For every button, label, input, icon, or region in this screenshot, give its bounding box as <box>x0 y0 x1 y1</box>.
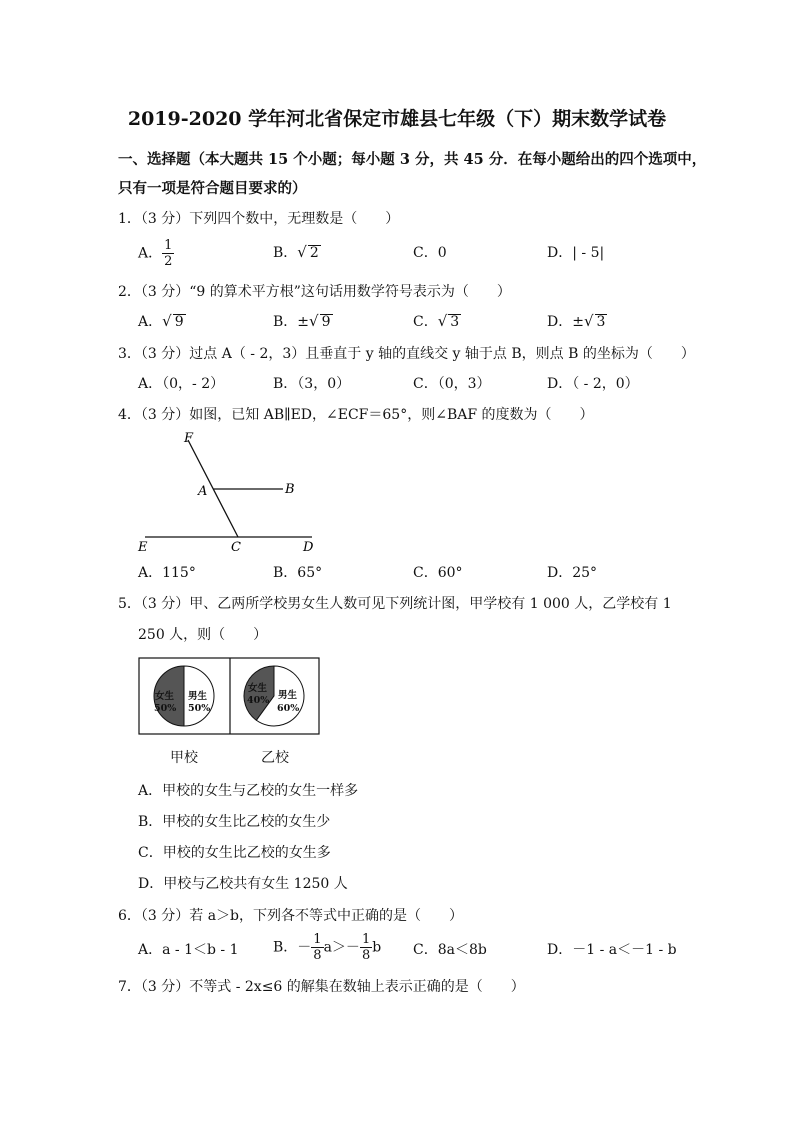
q1-option-a[interactable] <box>138 238 174 269</box>
pie1-caption: 甲校 <box>170 750 198 766</box>
option-label: C． <box>413 314 438 330</box>
q1-option-b[interactable] <box>273 242 321 262</box>
point-label-b: B <box>285 482 295 497</box>
pie1-girl-label: 女生 <box>155 691 175 702</box>
radicand: 9 <box>174 314 184 330</box>
fraction-numerator: 1 <box>164 238 173 253</box>
q2-option-d[interactable] <box>547 311 607 331</box>
radicand: 3 <box>450 314 460 330</box>
radical-icon: √ <box>583 312 594 330</box>
fraction-numerator: 1 <box>361 932 371 947</box>
radicand: 3 <box>596 314 606 330</box>
q4-option-a[interactable]: A．115° <box>138 565 196 581</box>
q6-option-b[interactable] <box>273 932 381 963</box>
option-text: a＞－ <box>323 939 360 956</box>
option-label: D．± <box>547 314 584 330</box>
q3-option-a[interactable]: A．（0，- 2） <box>138 376 225 392</box>
q5-option-a[interactable]: A．甲校的女生与乙校的女生一样多 <box>138 783 359 799</box>
q4-option-c[interactable]: C．60° <box>413 565 463 581</box>
fraction-numerator: 1 <box>313 932 322 947</box>
radicand: 9 <box>321 314 331 330</box>
point-label-c: C <box>231 540 241 555</box>
pie1-girl-pct: 50% <box>154 703 177 714</box>
option-label: B． <box>273 245 298 261</box>
q3-option-d[interactable]: D．（ - 2，0） <box>547 376 639 392</box>
q5-stem-line1: 5．（3 分）甲、乙两所学校男女生人数可见下列统计图，甲学校有 1 000 人，乙学校有 1 <box>118 596 672 612</box>
section-heading-line1: 一、选择题（本大题共 15 个小题；每小题 3 分，共 45 分．在每小题给出的四个选项中， <box>118 151 707 168</box>
q5-stem-line2: 250 人，则（ ） <box>138 627 268 643</box>
q4-option-d[interactable]: D．25° <box>547 565 598 581</box>
radical-icon: √ <box>162 312 172 330</box>
option-label: A． <box>138 314 163 330</box>
pie2-boy-label: 男生 <box>278 690 298 701</box>
q4-option-b[interactable]: B．65° <box>273 565 323 581</box>
q7-stem: 7．（3 分）不等式 - 2x≤6 的解集在数轴上表示正确的是（ ） <box>118 979 525 995</box>
fraction <box>311 932 323 963</box>
option-text: b <box>372 939 382 956</box>
q6-option-a[interactable]: A．a - 1＜b - 1 <box>138 942 239 958</box>
option-label: A． <box>138 245 163 262</box>
pie2-caption: 乙校 <box>261 750 289 766</box>
option-label: B．－ <box>273 939 312 956</box>
radical-icon: √ <box>309 312 319 330</box>
option-label: B．± <box>273 314 310 330</box>
q6-option-c[interactable]: C．8a＜8b <box>413 942 487 958</box>
q1-option-d[interactable]: D．| - 5| <box>547 245 605 261</box>
radical-icon: √ <box>437 312 448 330</box>
pie2-girl-label: 女生 <box>248 683 268 694</box>
q6-option-d[interactable]: D．－1 - a＜－1 - b <box>547 942 677 958</box>
q5-option-c[interactable]: C．甲校的女生比乙校的女生多 <box>138 845 331 861</box>
fraction <box>360 932 372 963</box>
pie-charts-figure <box>138 657 320 735</box>
pie1-boy-label: 男生 <box>188 691 208 702</box>
q2-stem: 2．（3 分）“9 的算术平方根”这句话用数学符号表示为（ ） <box>118 284 511 300</box>
q3-option-b[interactable]: B．（3，0） <box>273 376 351 392</box>
q5-option-b[interactable]: B．甲校的女生比乙校的女生少 <box>138 814 331 830</box>
q3-stem: 3．（3 分）过点 A（ - 2，3）且垂直于 y 轴的直线交 y 轴于点 B，则点 B 的坐标为（ ） <box>118 346 695 362</box>
pie2-girl-pct: 40% <box>247 695 270 706</box>
pie1-boy-pct: 50% <box>188 703 211 714</box>
q2-option-a[interactable] <box>138 311 186 331</box>
radical-icon: √ <box>297 243 307 261</box>
point-label-f: F <box>184 431 194 446</box>
q1-option-c[interactable]: C．0 <box>413 245 447 261</box>
q2-option-b[interactable] <box>273 311 333 331</box>
fraction <box>162 238 174 269</box>
q3-option-c[interactable]: C．（0，3） <box>413 376 491 392</box>
q6-stem: 6．（3 分）若 a＞b，下列各不等式中正确的是（ ） <box>118 908 464 924</box>
fraction-denominator: 8 <box>361 948 371 963</box>
point-label-d: D <box>303 540 314 555</box>
q5-option-d[interactable]: D．甲校与乙校共有女生 1250 人 <box>138 876 348 892</box>
fraction-denominator: 2 <box>164 254 173 269</box>
section-heading-line2: 只有一项是符合题目要求的） <box>118 180 307 197</box>
exam-title: 2019-2020 学年河北省保定市雄县七年级（下）期末数学试卷 <box>127 108 667 130</box>
point-label-e: E <box>138 540 148 555</box>
q4-stem: 4．（3 分）如图，已知 AB∥ED，∠ECF＝65°，则∠BAF 的度数为（ ） <box>118 407 594 423</box>
radicand: 2 <box>309 245 319 261</box>
fraction-denominator: 8 <box>313 948 322 963</box>
parallel-lines-figure <box>130 428 330 556</box>
q2-option-c[interactable] <box>413 311 461 331</box>
q1-stem: 1．（3 分）下列四个数中，无理数是（ ） <box>118 211 400 227</box>
point-label-a: A <box>198 484 208 499</box>
pie2-boy-pct: 60% <box>277 703 300 714</box>
